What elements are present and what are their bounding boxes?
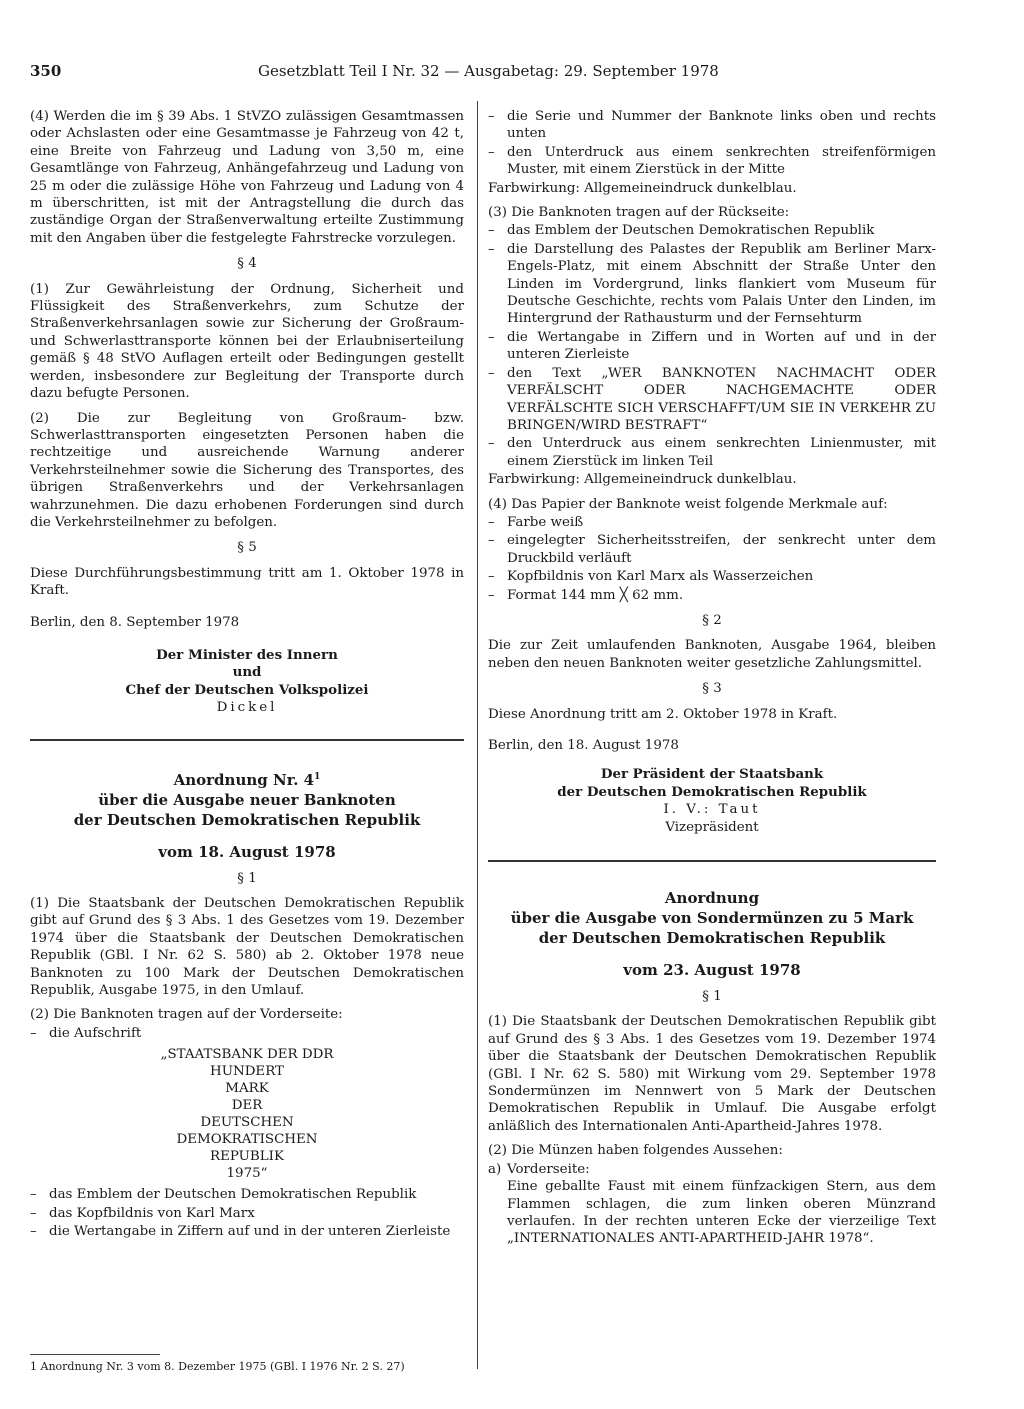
list-item: – die Darstellung des Palastes der Republik am Berliner Marx-Engels-Platz, mit einem Abschnitt der Straße Unter den Linden im Vordergrund, links flankiert vom Museum für Deutsche Geschichte, rechts vom Palais Unter den Linden, im Hintergrund der Rathausturm und der Fernsehturm bbox=[488, 241, 936, 327]
ordinance-title-2: über die Ausgabe neuer Banknoten bbox=[98, 790, 396, 809]
sub-item-a-title: Vorderseite: bbox=[507, 1161, 590, 1177]
section-separator bbox=[30, 739, 464, 741]
ordinance-title-3: der Deutschen Demokratischen Republik bbox=[538, 929, 886, 948]
section-3-paragraph: Diese Anordnung tritt am 2. Oktober 1978 in Kraft. bbox=[488, 706, 838, 722]
footnote-rule bbox=[30, 1354, 160, 1355]
banknote-inscription: „STAATSBANK DER DDR HUNDERT MARK DER DEUTSCHEN DEMOKRATISCHEN REPUBLIK 1975“ bbox=[160, 1047, 334, 1182]
ordinance-date: vom 18. August 1978 bbox=[158, 842, 336, 861]
section-separator bbox=[488, 860, 936, 862]
color-effect-2: Farbwirkung: Allgemeineindruck dunkelblau. bbox=[488, 472, 797, 488]
section-4-paragraph-1: (1) Zur Gewährleistung der Ordnung, Sicherheit und Flüssigkeit des Straßenverkehrs, zum Schutze der Straßenverkehrsanlagen sowie zur Sicherung der Großraum- und Schwerlasttransporte können bei der Erlaubniserteilung gemäß § 48 StVO Auflagen erteilt oder Bedingungen gestellt werden, insbesondere zur Begleitung der Transporte durch dazu befugte Personen. bbox=[30, 281, 464, 402]
list-item: – die Wertangabe in Ziffern und in Worten auf und in der unteren Zierleiste bbox=[488, 329, 936, 363]
list-item: – Farbe weiß bbox=[488, 514, 584, 530]
section-2-paragraph: Die zur Zeit umlaufenden Banknoten, Ausgabe 1964, bleiben neben den neuen Banknoten weiter gesetzliche Zahlungsmittel. bbox=[488, 638, 936, 671]
list-item: – Format 144 mm ╳ 62 mm. bbox=[488, 587, 684, 603]
paragraph-4: (4) Werden die im § 39 Abs. 1 StVZO zulässigen Gesamtmassen oder Achslasten oder eine Gesamtmasse je Fahrzeug von 42 t, eine Breite von Fahrzeug und Ladung von 3,50 m, eine Gesamtlänge von Fahrzeug, Anhängefahrzeug und Ladung von 25 m oder die zulässige Höhe von Fahrzeug und Ladung von 4 m überschritten, ist mit der Antragstellung die durch das zuständige Organ der Straßenverwaltung erteilte Zustimmung mit den Angaben über die festgelegte Fahrstrecke vorzulegen. bbox=[30, 109, 464, 246]
signature-line-3: Chef der Deutschen Volkspolizei bbox=[125, 681, 369, 698]
section-4-heading: § 4 bbox=[237, 256, 257, 272]
section-5-paragraph: Diese Durchführungsbestimmung tritt am 1. Oktober 1978 in Kraft. bbox=[30, 565, 464, 599]
section-1-paragraph-2: (2) Die Münzen haben folgendes Aussehen: bbox=[488, 1143, 783, 1159]
page-header-title: Gesetzblatt Teil I Nr. 32 — Ausgabetag: 29. September 1978 bbox=[258, 62, 719, 80]
list-item: – die Serie und Nummer der Banknote links oben und rechts unten bbox=[488, 109, 936, 142]
right-column bbox=[488, 108, 936, 1248]
page-number: 350 bbox=[30, 62, 62, 80]
place-date: Berlin, den 18. August 1978 bbox=[488, 738, 679, 753]
list-item: – das Emblem der Deutschen Demokratischen Republik bbox=[30, 1187, 417, 1203]
left-column bbox=[30, 108, 464, 1241]
list-item: – Kopfbildnis von Karl Marx als Wasserzeichen bbox=[488, 569, 814, 585]
signature-line-2: und bbox=[232, 664, 262, 681]
column-divider bbox=[477, 101, 478, 1369]
section-1-paragraph-1: (1) Die Staatsbank der Deutschen Demokratischen Republik gibt auf Grund des § 3 Abs. 1 des Gesetzes vom 19. Dezember 1974 über die Staatsbank der Deutschen Demokratischen Republik (GBl. I Nr. 62 S. 580) ab 2. Oktober 1978 neue Banknoten zu 100 Mark der Deutschen Demokratischen Republik, Ausgabe 1975, in den Umlauf. bbox=[30, 896, 464, 999]
list-item: – eingelegter Sicherheitsstreifen, der senkrecht unter dem Druckbild verläuft bbox=[488, 533, 936, 566]
list-item: – das Emblem der Deutschen Demokratischen Republik bbox=[488, 223, 875, 239]
signature-line-4: Vizepräsident bbox=[665, 819, 759, 835]
list-item: – den Text „WER BANKNOTEN NACHMACHT ODER VERFÄLSCHT ODER NACHGEMACHTE ODER VERFÄLSCHTE SICH VERSCHAFFT/UM SIE IN VERKEHR ZU BRINGEN/WIRD BESTRAFT“ bbox=[488, 365, 936, 433]
list-item: – den Unterdruck aus einem senkrechten Linienmuster, mit einem Zierstück im linken Teil bbox=[488, 436, 936, 469]
section-3-heading: § 3 bbox=[702, 681, 722, 697]
ordinance-title-3: der Deutschen Demokratischen Republik bbox=[73, 810, 421, 829]
list-item: – die Aufschrift bbox=[30, 1025, 142, 1041]
section-2-heading: § 2 bbox=[702, 612, 722, 628]
ordinance-title-1: Anordnung Nr. $4^1$ bbox=[173, 770, 321, 789]
paragraph-3-intro: (3) Die Banknoten tragen auf der Rückseite: bbox=[488, 205, 790, 221]
sub-item-a-text: Eine geballte Faust mit einem fünfzackigen Stern, aus dem Flammen schlagen, die zum linken oberen Münzrand verlaufen. In der rechten unteren Ecke der vierzeilige Text „INTERNATIONALES ANTI-APARTHEID-JAHR 1978“. bbox=[507, 1179, 936, 1247]
color-effect-1: Farbwirkung: Allgemeineindruck dunkelblau. bbox=[488, 180, 797, 196]
section-1-heading: § 1 bbox=[237, 870, 257, 886]
list-item: – das Kopfbildnis von Karl Marx bbox=[30, 1205, 255, 1221]
signature-line-1: Der Minister des Innern bbox=[156, 646, 338, 663]
section-5-heading: § 5 bbox=[237, 540, 257, 556]
signature-line-2: der Deutschen Demokratischen Republik bbox=[557, 783, 867, 800]
signature-name: Dickel bbox=[216, 700, 278, 716]
section-1-paragraph-1: (1) Die Staatsbank der Deutschen Demokratischen Republik gibt auf Grund des § 3 Abs. 1 des Gesetzes vom 19. Dezember 1974 über die Staatsbank der Deutschen Demokratischen Republik (GBl. I Nr. 62 S. 580) mit Wirkung vom 29. September 1978 Sondermünzen im Nennwert von 5 Mark der Deutschen Demokratischen Republik in Umlauf. Die Ausgabe erfolgt anläßlich des Internationalen Anti-Apartheid-Jahres 1978. bbox=[488, 1014, 936, 1134]
place-date: Berlin, den 8. September 1978 bbox=[30, 614, 240, 630]
list-item: – den Unterdruck aus einem senkrechten streifenförmigen Muster, mit einem Zierstück in der Mitte bbox=[488, 144, 936, 178]
sub-item-a: a) Vorderseite: Eine geballte Faust mit einem fünfzackigen Stern, aus dem Flammen schlagen, die zum linken oberen Münzrand verlaufen. In der rechten unteren Ecke der vierzeilige Text „INTERNATIONALES ANTI-APARTHEID-JAHR 1978“. bbox=[488, 1161, 936, 1247]
ordinance-date: vom 23. August 1978 bbox=[623, 961, 801, 980]
paragraph-4-intro: (4) Das Papier der Banknote weist folgende Merkmale auf: bbox=[488, 496, 888, 512]
ordinance-title-2: über die Ausgabe von Sondermünzen zu 5 Mark bbox=[510, 909, 914, 928]
signature-line-1: Der Präsident der Staatsbank bbox=[600, 766, 824, 783]
footnote-marker: 1 bbox=[314, 771, 321, 782]
section-1-paragraph-2: (2) Die Banknoten tragen auf der Vorderseite: bbox=[30, 1007, 343, 1023]
footnote: 1 Anordnung Nr. 3 vom 8. Dezember 1975 (GBl. I 1976 Nr. 2 S. 27) bbox=[30, 1360, 405, 1373]
section-4-paragraph-2: (2) Die zur Begleitung von Großraum- bzw. Schwerlasttransporten eingesetzten Personen haben die rechtzeitige und ausreichende Warnung anderer Verkehrsteilnehmer sowie die Sicherung des Transportes, des übrigen Straßenverkehrs und der Verkehrsanlagen wahrzunehmen. Die dazu erhobenen Forderungen sind durch die Verkehrsteilnehmer zu befolgen. bbox=[30, 410, 464, 530]
list-item: – die Wertangabe in Ziffern auf und in der unteren Zierleiste bbox=[30, 1224, 451, 1240]
signature-line-3: I. V.: Taut bbox=[663, 802, 761, 818]
section-1-heading: § 1 bbox=[702, 989, 722, 1005]
ordinance-title-1: Anordnung bbox=[664, 889, 760, 908]
